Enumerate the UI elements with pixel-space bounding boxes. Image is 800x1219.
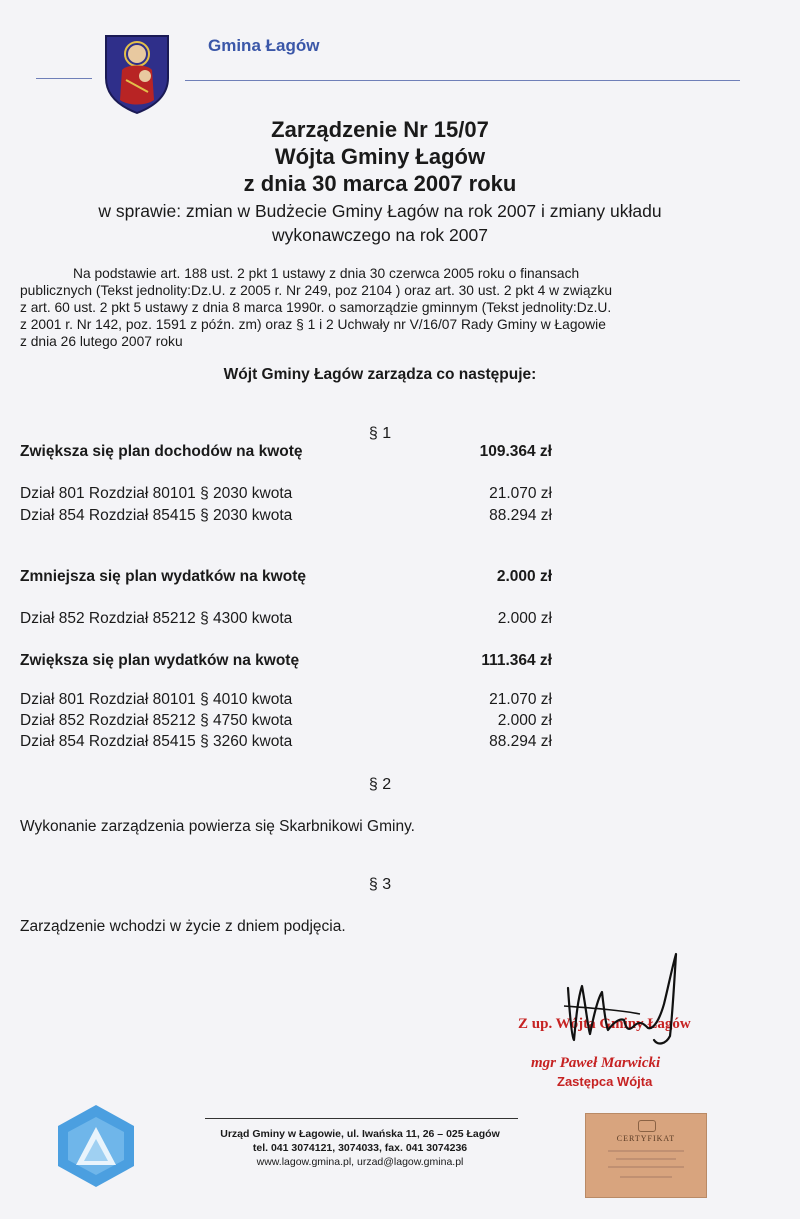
certificate-text-line <box>616 1158 676 1160</box>
decree-date: z dnia 30 marca 2007 roku <box>243 171 517 196</box>
expense-row-amount: 88.294 zł <box>489 733 552 750</box>
office-phone: tel. 041 3074121, 3074033, fax. 041 3074236 <box>252 1142 468 1154</box>
legal-basis-line-4: z 2001 r. Nr 142, poz. 1591 z późn. zm) oraz § 1 i 2 Uchwały nr V/16/07 Rady Gminy w Łagowie <box>20 317 606 332</box>
section-3-heading: § 3 <box>368 876 392 893</box>
income-row-amount: 88.294 zł <box>489 507 552 524</box>
office-web-email: www.lagow.gmina.pl, urzad@lagow.gmina.pl <box>256 1156 464 1168</box>
header-rule-left <box>36 78 92 79</box>
expense-increase-total: 111.364 zł <box>481 652 552 669</box>
coat-of-arms-icon <box>104 34 170 114</box>
legal-basis-line-5: z dnia 26 lutego 2007 roku <box>20 334 183 349</box>
expense-decrease-total: 2.000 zł <box>496 568 552 585</box>
certificate-text-line <box>608 1150 684 1152</box>
subject-line-1: w sprawie: zmian w Budżecie Gminy Łagów na rok 2007 i zmiany układu <box>98 201 662 221</box>
section-2-heading: § 2 <box>368 776 392 793</box>
signature-authorization: Z up. Wójta Gminy Łagów <box>518 1016 691 1032</box>
legal-basis-line-3: z art. 60 ust. 2 pkt 5 ustawy z dnia 8 marca 1990r. o samorządzie gminnym (Tekst jednolity:Dz.U. <box>20 300 612 315</box>
section-2-text: Wykonanie zarządzenia powierza się Skarbnikowi Gminy. <box>20 818 415 835</box>
expense-row-amount: 21.070 zł <box>489 691 552 708</box>
header-rule-right <box>185 80 740 81</box>
income-row-label: Dział 854 Rozdział 85415 § 2030 kwota <box>20 507 293 524</box>
office-logo-icon <box>54 1103 138 1189</box>
income-row-amount: 21.070 zł <box>489 485 552 502</box>
expense-row-amount: 2.000 zł <box>497 712 552 729</box>
expense-row-label: Dział 852 Rozdział 85212 § 4750 kwota <box>20 712 293 729</box>
gmina-name: Gmina Łagów <box>208 36 320 55</box>
expense-decrease-row-amount: 2.000 zł <box>497 610 552 627</box>
expense-row-label: Dział 801 Rozdział 80101 § 4010 kwota <box>20 691 293 708</box>
legal-basis-line-1: Na podstawie art. 188 ust. 2 pkt 1 ustawy z dnia 30 czerwca 2005 roku o finansach <box>73 266 580 281</box>
income-increase-label: Zwiększa się plan dochodów na kwotę <box>20 443 303 460</box>
income-row-label: Dział 801 Rozdział 80101 § 2030 kwota <box>20 485 293 502</box>
expense-decrease-row-label: Dział 852 Rozdział 85212 § 4300 kwota <box>20 610 293 627</box>
signatory-name: mgr Paweł Marwicki <box>531 1055 661 1071</box>
issuer-title: Wójta Gminy Łagów <box>274 144 486 169</box>
subject-line-2: wykonawczego na rok 2007 <box>272 225 488 245</box>
certificate-title: CERTYFIKAT <box>616 1134 676 1143</box>
certificate-badge <box>585 1113 707 1198</box>
office-address: Urząd Gminy w Łagowie, ul. Iwańska 11, 26 – 025 Łagów <box>220 1128 500 1140</box>
income-increase-total: 109.364 zł <box>479 443 552 460</box>
expense-increase-label: Zwiększa się plan wydatków na kwotę <box>20 652 300 669</box>
legal-basis-line-2: publicznych (Tekst jednolity:Dz.U. z 2005 r. Nr 249, poz 2104 ) oraz art. 30 ust. 2 pkt 4 w związku <box>20 283 613 298</box>
expense-decrease-label: Zmniejsza się plan wydatków na kwotę <box>20 568 306 585</box>
footer-rule <box>205 1118 518 1119</box>
section-1-heading: § 1 <box>368 425 392 442</box>
section-3-text: Zarządzenie wchodzi w życie z dniem podjęcia. <box>20 918 346 935</box>
certificate-text-line <box>620 1176 672 1178</box>
certificate-emblem-icon <box>638 1120 656 1132</box>
signatory-role: Zastępca Wójta <box>557 1074 653 1089</box>
certificate-text-line <box>608 1166 684 1168</box>
handwritten-signature <box>560 948 690 1058</box>
decree-number: Zarządzenie Nr 15/07 <box>271 117 489 142</box>
expense-row-label: Dział 854 Rozdział 85415 § 3260 kwota <box>20 733 293 750</box>
decree-intro: Wójt Gminy Łagów zarządza co następuje: <box>223 366 537 383</box>
